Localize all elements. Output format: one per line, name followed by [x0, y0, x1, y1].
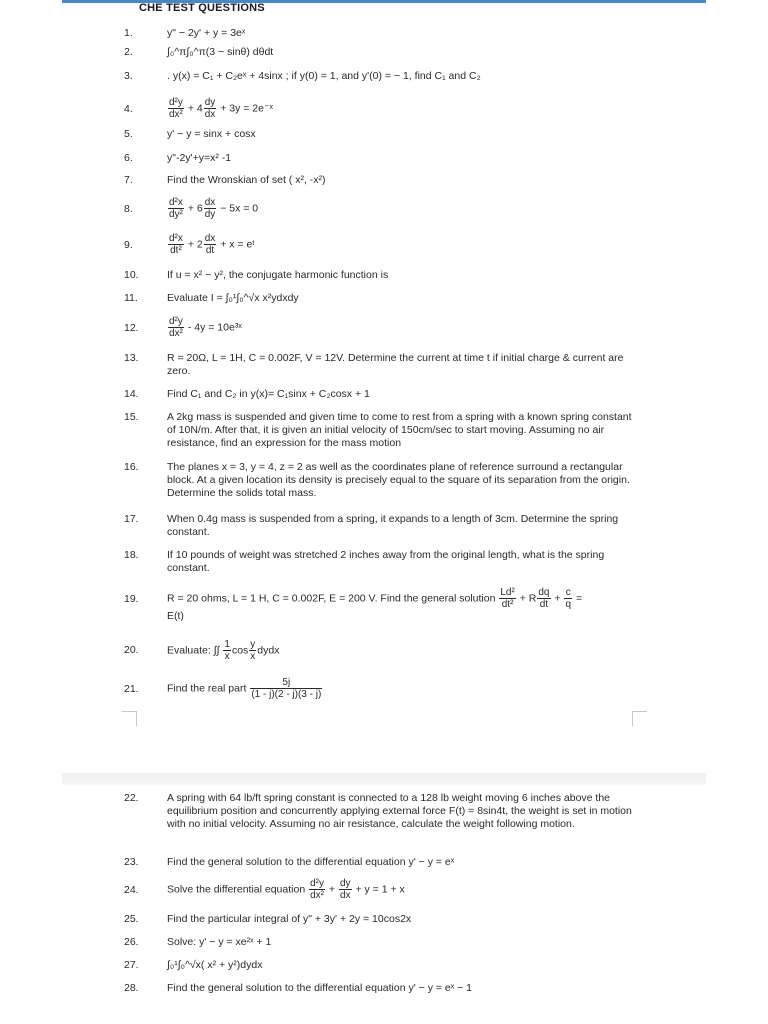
question-number: 22.: [124, 792, 139, 804]
fraction: $\frac{c}{q}$: [565, 587, 572, 610]
question-text: Find the general solution to the differential equation y' − y = eˣ: [167, 856, 455, 868]
question-text: Evaluate I = ∫₀¹∫₀^√x x²ydxdy: [167, 292, 299, 304]
question-number: 19.: [124, 593, 139, 605]
question-number: 5.: [124, 128, 133, 140]
question-number: 11.: [124, 292, 138, 304]
question-number: 25.: [124, 913, 139, 925]
fraction: $\frac{\text{d²x}}{\text{dt²}}$: [169, 233, 183, 256]
question-number: 27.: [124, 959, 139, 971]
question-text: $\frac{\text{d²x}}{\text{dt²}}$ + 2 $\frac{dx}{dt}$ + x = eᵗ: [169, 233, 255, 256]
question-text: y"-2y'+y=x² -1: [167, 152, 232, 164]
question-text: Solve the differential equation $\frac{\text{d²y}}{\text{dx²}}$ + $\frac{dy}{dx}$ + y = 1 + x: [167, 878, 405, 901]
fraction: $\frac{\text{d²y}}{\text{dx²}}$: [169, 97, 183, 120]
question-number: 23.: [124, 856, 139, 868]
question-text: y" − 2y' + y = 3eˣ: [167, 27, 246, 39]
fraction: $\frac{5j}{(1 - j)(2 - j)(3 - j)}$: [251, 677, 322, 700]
question-text: Find the general solution to the differential equation y' − y = eˣ − 1: [167, 982, 473, 994]
question-number: 7.: [124, 174, 133, 186]
fraction: $\frac{y}{x}$: [250, 639, 256, 662]
fraction: $\frac{dx}{dy}$: [204, 197, 216, 220]
question-number: 4.: [124, 103, 133, 115]
question-number: 18.: [124, 549, 139, 561]
fraction: $\frac{\text{d²y}}{\text{dx²}}$: [169, 316, 183, 339]
question-number: 8.: [124, 203, 133, 215]
question-number: 20.: [124, 644, 139, 656]
question-text: A 2kg mass is suspended and given time to come to rest from a spring with a known spring constant of 10N/m. After that, it is given an initial velocity of 150cm/sec to start moving. Assuming no air resistance, find an expression for the mass motion: [167, 411, 632, 449]
question-text: . y(x) = C₁ + C₂eˣ + 4sinx ; if y(0) = 1, and y'(0) = − 1, find C₁ and C₂: [167, 70, 481, 82]
question-number: 17.: [124, 513, 139, 525]
question-text: R = 20Ω, L = 1H, C = 0.002F, V = 12V. Determine the current at time t if initial charge & current are zero.: [167, 352, 624, 377]
question-number: 15.: [124, 411, 139, 423]
question-text: $\frac{\text{d²y}}{\text{dx²}}$ + 4 $\frac{dy}{dx}$ + 3y = 2e⁻ˣ: [169, 97, 273, 120]
page-title: CHE TEST QUESTIONS: [139, 2, 265, 14]
question-text: Find the particular integral of y" + 3y' + 2y = 10cos2x: [167, 913, 412, 925]
question-text: Evaluate: ∫∫ $\frac{1}{x}$ cos $\frac{y}{x}$ dydx: [167, 639, 280, 662]
question-number: 3.: [124, 70, 133, 82]
question-text: ∫₀^π∫₀^π(3 − sinθ) dθdt: [167, 46, 274, 58]
crop-mark-right: [632, 711, 647, 726]
fraction: $\frac{1}{x}$: [224, 639, 230, 662]
question-text: $\frac{\text{d²x}}{\text{dy²}}$ + 6 $\frac{dx}{dy}$ − 5x = 0: [169, 197, 259, 220]
fraction: $\frac{\text{d²x}}{\text{dy²}}$: [169, 197, 183, 220]
fraction: $\frac{dx}{dt}$: [204, 233, 216, 256]
question-text: $\frac{\text{d²y}}{\text{dx²}}$ - 4y = 10e³ˣ: [169, 316, 242, 339]
question-number: 26.: [124, 936, 139, 948]
fraction: $\frac{\text{d²y}}{\text{dx²}}$: [310, 878, 324, 901]
question-number: 9.: [124, 239, 133, 251]
question-text: Find the Wronskian of set ( x², -x²): [167, 174, 326, 186]
question-text: The planes x = 3, y = 4, z = 2 as well as the coordinates plane of reference surround a rectangular block. At a given location its density is precisely equal to the square of its separation from the origin. Determine the solids total mass.: [167, 461, 630, 499]
question-number: 28.: [124, 982, 139, 994]
question-number: 1.: [124, 27, 133, 39]
question-text: Find the real part $\frac{5j}{(1 - j)(2 - j)(3 - j)}$: [167, 677, 322, 700]
question-number: 12.: [124, 322, 139, 334]
question-text: If 10 pounds of weight was stretched 2 inches away from the original length, what is the spring constant.: [167, 549, 605, 574]
question-text: Solve: y' − y = xe²ˣ + 1: [167, 936, 272, 948]
fraction: $\frac{\text{Ld²}}{\text{dt²}}$: [500, 587, 515, 610]
page-break: [62, 773, 706, 785]
fraction: $\frac{dq}{dt}$: [538, 587, 550, 610]
question-number: 16.: [124, 461, 139, 473]
fraction: $\frac{dy}{dx}$: [339, 878, 351, 901]
crop-mark-left: [122, 711, 137, 726]
question-number: 24.: [124, 884, 139, 896]
question-text: Find C₁ and C₂ in y(x)= C₁sinx + C₂cosx + 1: [167, 388, 370, 400]
question-number: 14.: [124, 388, 139, 400]
question-text: A spring with 64 lb/ft spring constant is connected to a 128 lb weight moving 6 inches above the equilibrium position and concurrently applying external force F(t) = 8sin4t, the weight is set in motion with no initial velocity. Assuming no air resistance, calculate the weight following motion.: [167, 792, 632, 830]
question-text: If u = x² − y², the conjugate harmonic function is: [167, 269, 389, 281]
question-text: ∫₀¹∫₀^√x( x² + y²)dydx: [167, 959, 263, 971]
fraction: $\frac{dy}{dx}$: [204, 97, 216, 120]
question-text: R = 20 ohms, L = 1 H, C = 0.002F, E = 200 V. Find the general solution $\frac{\text{Ld²}}{\text{dt²}}$ + R $\frac{dq}{dt}$ + $\frac{c}{q}$ = E(t): [167, 587, 583, 622]
question-number: 21.: [124, 683, 139, 695]
question-number: 6.: [124, 152, 133, 164]
question-text: When 0.4g mass is suspended from a spring, it expands to a length of 3cm. Determine the spring constant.: [167, 513, 619, 538]
question-number: 2.: [124, 46, 133, 58]
question-number: 13.: [124, 352, 139, 364]
question-number: 10.: [124, 269, 139, 281]
question-text: y' − y = sinx + cosx: [167, 128, 256, 140]
